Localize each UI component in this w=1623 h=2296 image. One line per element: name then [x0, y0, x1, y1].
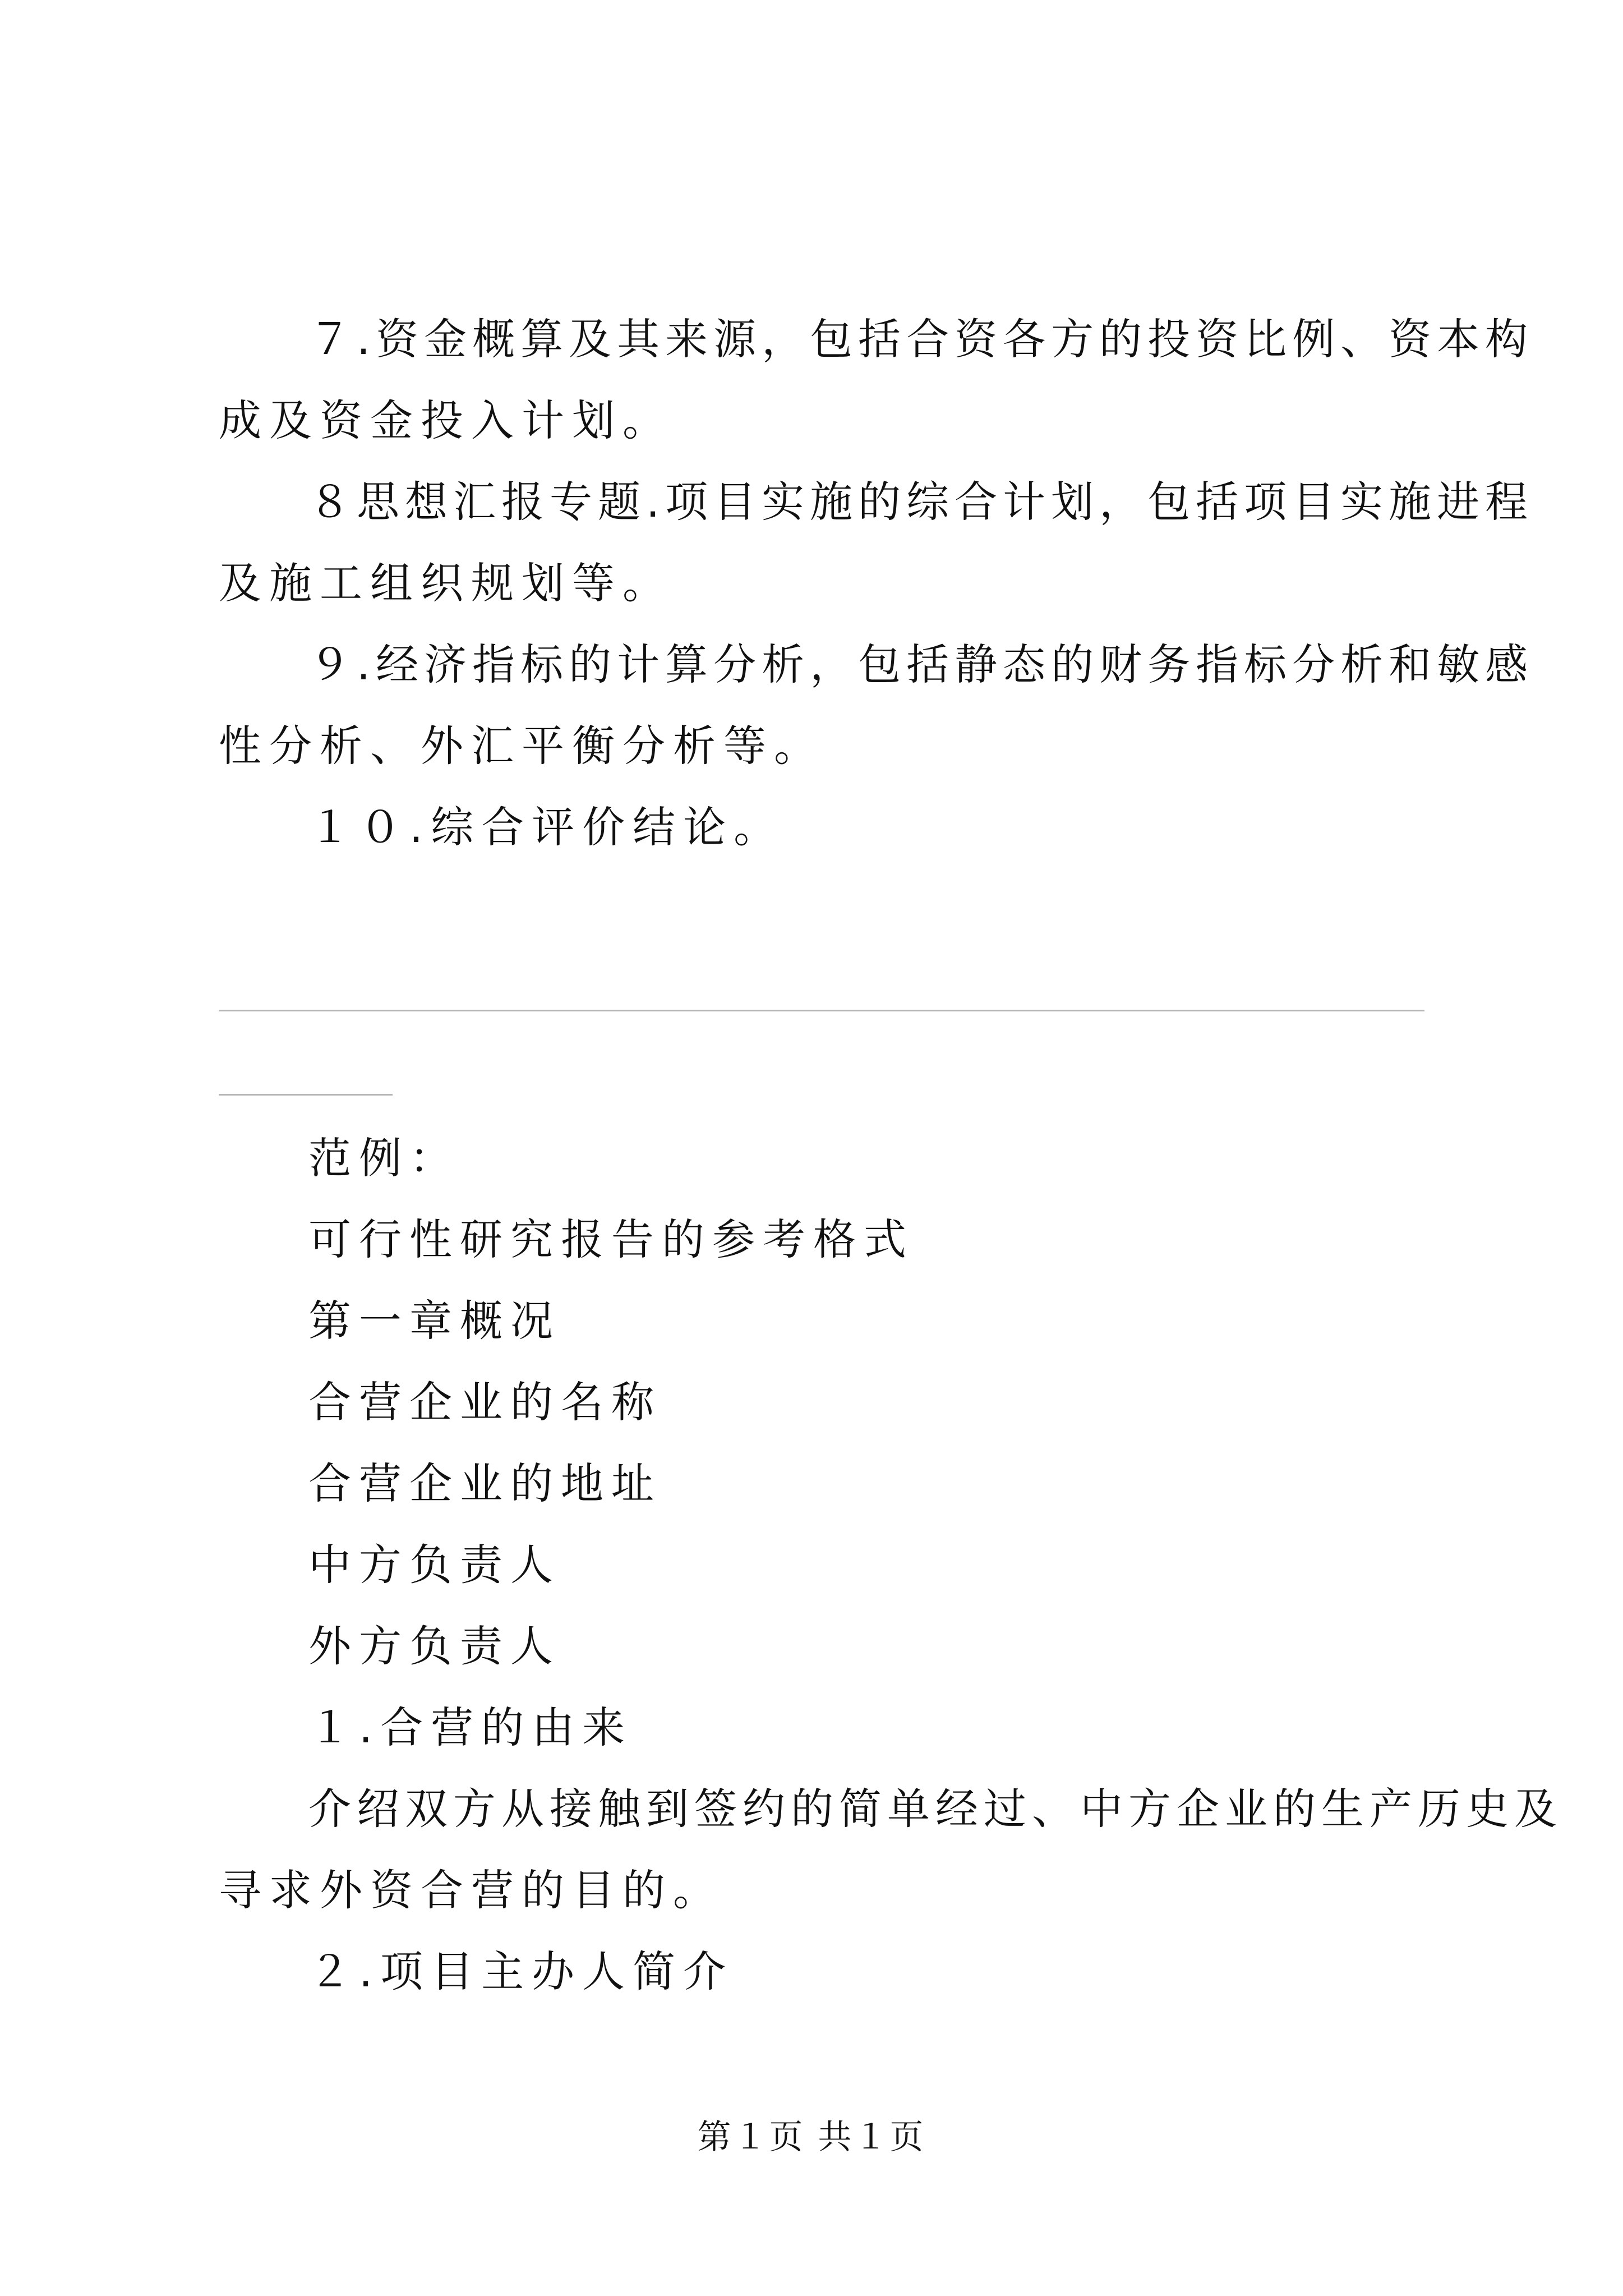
example-title: 可行性研究报告的参考格式 [308, 1214, 914, 1264]
field-chinese-representative: 中方负责人 [308, 1540, 561, 1590]
separator-rule-short [219, 1094, 393, 1096]
section-1-heading: １.合营的由来 [308, 1703, 633, 1752]
page-footer: 第１页 共１页 [697, 2118, 926, 2157]
example-label: 范例： [308, 1133, 460, 1183]
item-9-line-1: ９.经济指标的计算分析，包括静态的财务指标分析和敏感 [308, 639, 1534, 689]
field-company-name: 合营企业的名称 [308, 1377, 662, 1427]
item-7-line-1: ７.资金概算及其来源，包括合资各方的投资比例、资本构 [308, 314, 1534, 364]
field-foreign-representative: 外方负责人 [308, 1621, 561, 1671]
section-2-heading: ２.项目主办人简介 [308, 1947, 734, 1996]
section-1-body-line-1: 介绍双方从接触到签约的简单经过、中方企业的生产历史及 [308, 1784, 1562, 1834]
item-8-line-1: ８思想汇报专题.项目实施的综合计划，包括项目实施进程 [308, 477, 1534, 527]
item-10-line: １０.综合评价结论。 [308, 802, 785, 852]
separator-rule [219, 1010, 1424, 1011]
field-company-address: 合营企业的地址 [308, 1458, 662, 1508]
item-8-line-2: 及施工组织规划等。 [219, 558, 673, 608]
chapter-heading: 第一章概况 [308, 1296, 561, 1346]
section-1-body-line-2: 寻求外资合营的目的。 [219, 1865, 723, 1915]
item-7-line-2: 成及资金投入计划。 [219, 395, 673, 445]
item-9-line-2: 性分析、外汇平衡分析等。 [219, 721, 824, 771]
